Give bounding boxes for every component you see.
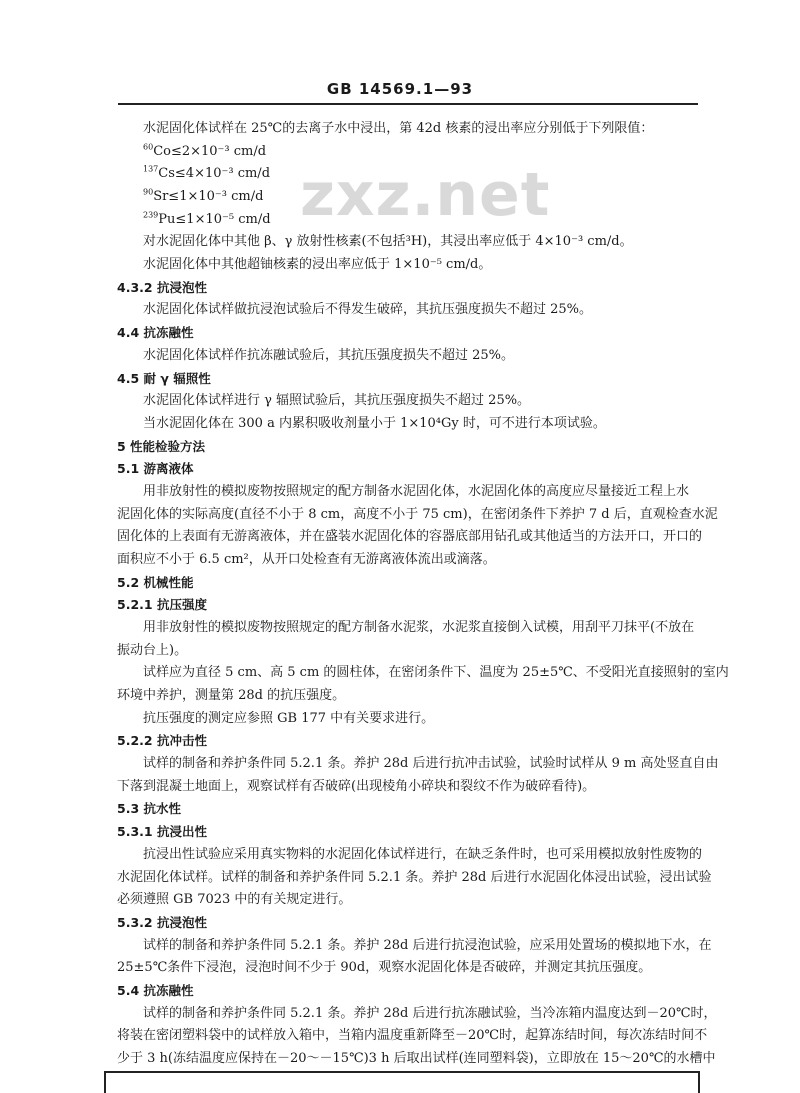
text-line: 少于 3 h(冻结温度应保持在－20～－15℃)3 h 后取出试样(连同塑料袋)，立即放在 15～20℃的水槽中 (117, 1051, 716, 1066)
text-line (143, 143, 266, 161)
text-line: 下落到混凝土地面上，观察试样有否破碎(出现棱角小碎块和裂纹不作为破碎看待)。 (117, 778, 596, 794)
isotope-mass-number: 239 (143, 210, 159, 220)
text-line: 面积应不小于 6.5 cm²，从开口处检查有无游离液体流出或滴落。 (117, 551, 496, 567)
text-line: 用非放射性的模拟废物按照规定的配方制备水泥浆，水泥浆直接倒入试模，用刮平刀抹平(不放在 (143, 620, 695, 636)
section-heading: 5 性能检验方法 (117, 438, 206, 454)
limit-text: Pu≤1×10⁻⁵ cm/d (158, 211, 271, 227)
isotope-mass-number: 137 (143, 165, 159, 175)
section-heading: 5.4 抗冻融性 (117, 982, 194, 998)
section-heading: 5.1 游离液体 (117, 461, 194, 477)
section-heading: 5.3.1 抗浸出性 (117, 824, 207, 840)
text-line: 泥固化体的实际高度(直径不小于 8 cm，高度不小于 75 cm)，在密闭条件下养护 7 d 后，直观检查水泥 (117, 506, 718, 522)
text-line: 水泥固化体试样在 25℃的去离子水中浸出，第 42d 核素的浸出率应分别低于下列限值： (143, 121, 654, 136)
footer-box (104, 1071, 700, 1093)
limit-text: Cs≤4×10⁻³ cm/d (158, 166, 271, 182)
isotope-mass-number: 90 (143, 187, 154, 197)
text-line (143, 188, 263, 206)
watermark: zxz.net (300, 160, 551, 230)
text-line: 水泥固化体试样。试样的制备和养护条件同 5.2.1 条。养护 28d 后进行水泥固化体浸出试验，浸出试验 (117, 869, 712, 885)
text-line (143, 211, 271, 229)
header-rule (118, 103, 698, 105)
text-line: 对水泥固化体中其他 β、γ 放射性核素(不包括³H)，其浸出率应低于 4×10⁻³ cm/d。 (143, 234, 633, 250)
limit-text: Sr≤1×10⁻³ cm/d (153, 189, 264, 205)
section-heading: 5.3 抗水性 (117, 801, 181, 817)
section-heading: 5.3.2 抗浸泡性 (117, 914, 207, 930)
section-heading: 5.2.2 抗冲击性 (117, 733, 207, 749)
text-line: 水泥固化体试样做抗浸泡试验后不得发生破碎，其抗压强度损失不超过 25%。 (143, 302, 593, 318)
text-line: 将装在密闭塑料袋中的试样放入箱中，当箱内温度重新降至－20℃时，起算冻结时间，每次冻结时间不 (117, 1028, 708, 1044)
text-line: 当水泥固化体在 300 a 内累积吸收剂量小于 1×10⁴Gy 时，可不进行本项试验。 (143, 415, 606, 431)
text-line: 抗压强度的测定应参照 GB 177 中有关要求进行。 (143, 710, 435, 726)
text-line: 水泥固化体试样进行 γ 辐照试验后，其抗压强度损失不超过 25%。 (143, 393, 531, 409)
text-line: 振动台上)。 (117, 642, 188, 658)
text-line: 必须遵照 GB 7023 中的有关规定进行。 (117, 892, 352, 908)
limit-text: Co≤2×10⁻³ cm/d (153, 143, 267, 159)
text-line (143, 165, 270, 183)
section-heading: 4.3.2 抗浸泡性 (117, 279, 207, 295)
standard-code-header: GB 14569.1—93 (326, 80, 474, 98)
text-line: 试样的制备和养护条件同 5.2.1 条。养护 28d 后进行抗浸泡试验，应采用处置场的模拟地下水，在 (143, 937, 712, 953)
text-line: 试样的制备和养护条件同 5.2.1 条。养护 28d 后进行抗冲击试验，试验时试样从 9 m 高处竖直自由 (143, 756, 719, 772)
text-line: 固化体的上表面有无游离液体，并在盛装水泥固化体的容器底部用钻孔或其他适当的方法开口，开口的 (117, 529, 703, 545)
text-line: 用非放射性的模拟废物按照规定的配方制备水泥固化体，水泥固化体的高度应尽量接近工程上水 (143, 483, 690, 499)
section-heading: 4.5 耐 γ 辐照性 (117, 370, 211, 386)
text-line: 试样应为直径 5 cm、高 5 cm 的圆柱体，在密闭条件下、温度为 25±5℃、不受阳光直接照射的室内 (143, 665, 729, 681)
section-heading: 4.4 抗冻融性 (117, 325, 194, 341)
text-line: 抗浸出性试验应采用真实物料的水泥固化体试样进行，在缺乏条件时，也可采用模拟放射性废物的 (143, 846, 703, 862)
isotope-mass-number: 60 (143, 142, 154, 152)
text-line: 环境中养护，测量第 28d 的抗压强度。 (117, 688, 346, 704)
text-line: 25±5℃条件下浸泡，浸泡时间不少于 90d，观察水泥固化体是否破碎，并测定其抗压强度。 (117, 960, 652, 976)
text-line: 水泥固化体试样作抗冻融试验后，其抗压强度损失不超过 25%。 (143, 347, 515, 363)
section-heading: 5.2 机械性能 (117, 574, 194, 590)
text-line: 试样的制备和养护条件同 5.2.1 条。养护 28d 后进行抗冻融试验，当冷冻箱内温度达到－20℃时， (143, 1005, 717, 1021)
text-line: 水泥固化体中其他超铀核素的浸出率应低于 1×10⁻⁵ cm/d。 (143, 257, 492, 273)
section-heading: 5.2.1 抗压强度 (117, 597, 207, 613)
